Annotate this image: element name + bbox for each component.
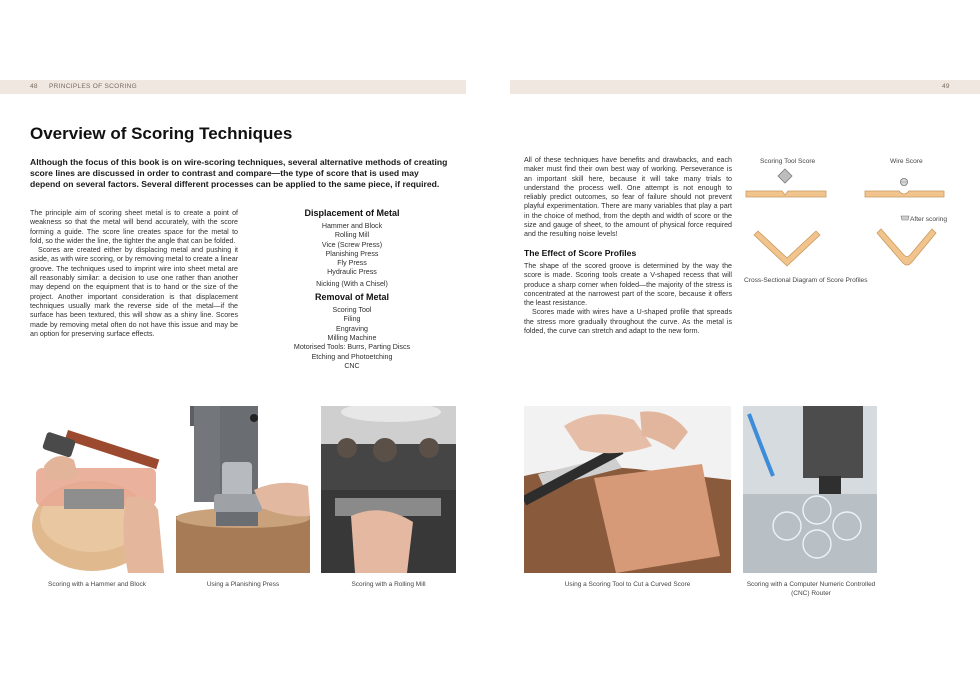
technique-lists: [272, 208, 432, 371]
list-item: Scoring Tool: [332, 306, 372, 315]
list-item: Etching and Photoetching: [311, 352, 393, 361]
body-paragraph: The shape of the scored groove is determined by the way the score is made. Scoring tools create a V-shaped recess that will produce a sharp corner when folded—the majority of the stress is concentrated at the narrowest part of the score, because it offers the least resistance.: [524, 262, 732, 308]
list-item: Planishing Press: [325, 249, 379, 258]
list-item: Hydraulic Press: [327, 268, 377, 277]
list-item: Fly Press: [337, 259, 367, 268]
photo-cnc-router: [743, 406, 877, 573]
body-paragraph: Scores are created either by displacing metal and pushing it aside, as with wire scoring, or by removing metal to create a linear groove. The techniques used to imprint wire into sheet metal are all reasonably similar: a decision to use one rather than another may depend on the equipment that is to hand or the size of the project. Another important consideration is that displacement techniques usually mark the reverse side of the metal—if the surface has been textured, this will show as a shiny line. Scores made by removing metal often do not have this issue and may be an option for preserving surface effects.: [30, 246, 238, 338]
list-item: CNC: [344, 361, 360, 370]
left-page-number: 48: [30, 83, 38, 90]
u-score-sheet: [865, 191, 944, 197]
diagram-caption: Cross-Sectional Diagram of Score Profiles: [744, 277, 868, 284]
photo-planishing-press: [176, 406, 310, 573]
u-score-folded: [877, 229, 936, 265]
list-item: Rolling Mill: [334, 231, 370, 240]
caption-scoring-tool: Using a Scoring Tool to Cut a Curved Score: [564, 581, 691, 588]
scoring-tool-icon: [778, 169, 792, 183]
caption-hammer-and-block: Scoring with a Hammer and Block: [48, 581, 146, 588]
v-score-sheet: [746, 191, 826, 197]
displacement-heading: Displacement of Metal: [304, 208, 400, 218]
list-item: Filing: [343, 315, 361, 324]
photo-scoring-tool: [524, 406, 731, 573]
right-intro-text: All of these techniques have benefits and drawbacks, and each maker must find their own best way of working. Perseverance is an important skill here, because it will take many trials to understand the process well. One attempt is not enough to reliably predict outcomes, so fear of failure should not prevent playful experimentation. There are many variables that play a part in the choice of method, from the depth and width of score or the size and gauge of sheet, to the amount of physical force required and the resulting noise levels!: [524, 156, 732, 239]
label-after-scoring: After scoring: [910, 216, 948, 223]
after-scoring-icon: [901, 216, 909, 220]
label-scoring-tool-score: Scoring Tool Score: [760, 158, 816, 165]
list-item: Motorised Tools: Burrs, Parting Discs: [293, 343, 411, 352]
removal-list: [272, 306, 432, 371]
list-item: Nicking (With a Chisel): [316, 279, 388, 288]
list-item: Hammer and Block: [321, 222, 383, 230]
body-paragraph: The principle aim of scoring sheet metal is to create a point of weakness so that the metal will bend accurately, with the score forming a guide. The score line creates space for the metal to fold, so the wider the line, the tighter the angle that can be folded.: [30, 209, 238, 245]
removal-heading: Removal of Metal: [314, 292, 390, 303]
right-page-number: 49: [942, 83, 950, 90]
page-title: Overview of Scoring Techniques: [30, 124, 293, 143]
caption-cnc-router: Scoring with a Computer Numeric Controlled (CNC) Router: [746, 581, 876, 597]
lead-paragraph: Although the focus of this book is on wire-scoring techniques, several alternative methods of creating score lines are discussed in order to contrast and compare—the type of score that is used may depend on several factors. Several different processes can be applied to the same piece, if required.: [30, 157, 448, 189]
section-heading: The Effect of Score Profiles: [524, 248, 637, 258]
running-title: PRINCIPLES OF SCORING: [49, 83, 137, 90]
list-item: Milling Machine: [327, 333, 377, 342]
list-item: Vice (Screw Press): [321, 240, 383, 249]
displacement-list: [272, 222, 432, 289]
section-body-text: [524, 262, 732, 336]
wire-icon: [900, 178, 907, 185]
caption-planishing-press: Using a Planishing Press: [206, 581, 280, 588]
label-wire-score: Wire Score: [890, 158, 923, 165]
left-body-text: [30, 209, 238, 339]
photo-rolling-mill: [321, 406, 456, 573]
photo-hammer-and-block: [30, 406, 164, 573]
score-profiles-diagram: [740, 165, 960, 275]
right-header-bar: [510, 80, 980, 94]
v-score-folded: [754, 231, 820, 266]
caption-rolling-mill: Scoring with a Rolling Mill: [351, 581, 426, 588]
list-item: Engraving: [336, 324, 368, 333]
body-paragraph: Scores made with wires have a U-shaped profile that spreads the stress more gradually throughout the curve. As the metal is folded, the curve can stretch and adapt to the new form.: [524, 308, 732, 336]
